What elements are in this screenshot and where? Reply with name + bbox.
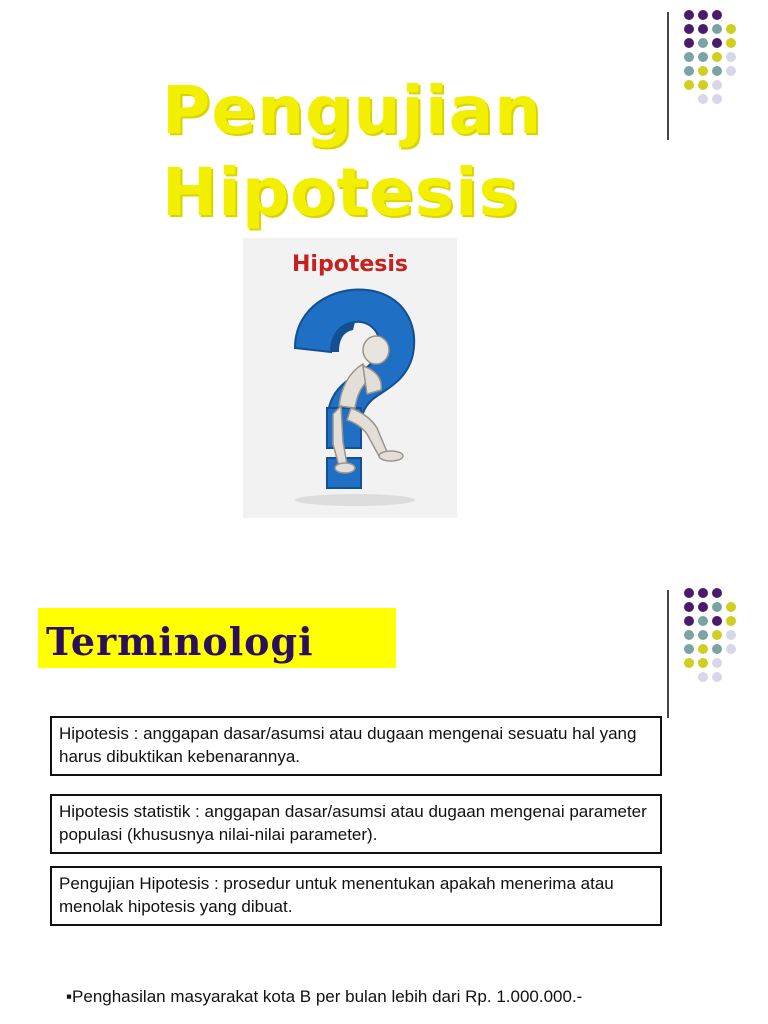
decor-dot xyxy=(726,66,736,76)
decor-dot xyxy=(726,630,736,640)
decor-dot xyxy=(684,630,694,640)
decor-vertical-line xyxy=(667,12,669,140)
decor-dot xyxy=(712,616,722,626)
decor-dot-grid xyxy=(680,10,768,130)
decor-dot xyxy=(712,644,722,654)
decor-dot xyxy=(698,630,708,640)
decor-dot xyxy=(684,80,694,90)
decor-dot-grid xyxy=(680,588,768,708)
decor-dot xyxy=(698,10,708,20)
decor-dot xyxy=(698,38,708,48)
decor-dot xyxy=(684,602,694,612)
decor-dot xyxy=(698,672,708,682)
decor-dot xyxy=(712,630,722,640)
decor-dot xyxy=(712,38,722,48)
decor-dot xyxy=(698,658,708,668)
slide-title-heading xyxy=(162,70,542,234)
decor-dot xyxy=(712,66,722,76)
slide-heading: Terminologi xyxy=(46,619,314,664)
decor-dot xyxy=(712,602,722,612)
title-line-1: Pengujian xyxy=(162,72,543,149)
decor-dot xyxy=(726,52,736,62)
definition-box-pengujian-hipotesis: Pengujian Hipotesis : prosedur untuk menentukan apakah menerima atau menolak hipotesis yang dibuat. xyxy=(50,866,662,926)
bullet-item: ▪Penghasilan masyarakat kota B per bulan lebih dari Rp. 1.000.000.- xyxy=(66,987,583,1006)
decor-dot xyxy=(698,616,708,626)
decor-dot xyxy=(684,658,694,668)
decor-dot xyxy=(684,66,694,76)
decor-dot xyxy=(712,10,722,20)
decor-dot xyxy=(684,24,694,34)
decor-dot xyxy=(684,10,694,20)
decor-dot xyxy=(684,588,694,598)
decor-dot xyxy=(712,658,722,668)
decor-dot xyxy=(698,66,708,76)
decor-dot xyxy=(684,38,694,48)
decor-dot xyxy=(698,94,708,104)
decor-dot xyxy=(684,616,694,626)
hipotesis-illustration xyxy=(243,238,457,518)
question-mark-thinker-icon xyxy=(243,238,457,518)
definition-box-hipotesis: Hipotesis : anggapan dasar/asumsi atau dugaan mengenai sesuatu hal yang harus dibuktikan kebenarannya. xyxy=(50,716,662,776)
title-line-2: Hipotesis xyxy=(162,154,519,231)
definition-box-hipotesis-statistik: Hipotesis statistik : anggapan dasar/asumsi atau dugaan mengenai parameter populasi (khususnya nilai-nilai parameter). xyxy=(50,794,662,854)
decor-vertical-line xyxy=(667,590,669,718)
decor-dot xyxy=(726,602,736,612)
decor-dot xyxy=(712,672,722,682)
decor-dot xyxy=(684,52,694,62)
slide-terminologi xyxy=(0,560,768,1024)
decor-dot xyxy=(726,616,736,626)
decor-dot xyxy=(726,24,736,34)
decor-dot xyxy=(698,588,708,598)
decor-dot xyxy=(712,94,722,104)
decor-dot xyxy=(712,24,722,34)
decor-dot xyxy=(698,602,708,612)
decor-dot xyxy=(698,644,708,654)
decor-dot xyxy=(698,24,708,34)
decor-dot xyxy=(712,80,722,90)
decor-dot xyxy=(712,588,722,598)
illustration-caption: Hipotesis xyxy=(292,252,408,277)
decor-dot xyxy=(698,52,708,62)
decor-dot xyxy=(726,644,736,654)
decor-dot xyxy=(726,38,736,48)
decor-dot xyxy=(684,644,694,654)
decor-dot xyxy=(698,80,708,90)
decor-dot xyxy=(712,52,722,62)
